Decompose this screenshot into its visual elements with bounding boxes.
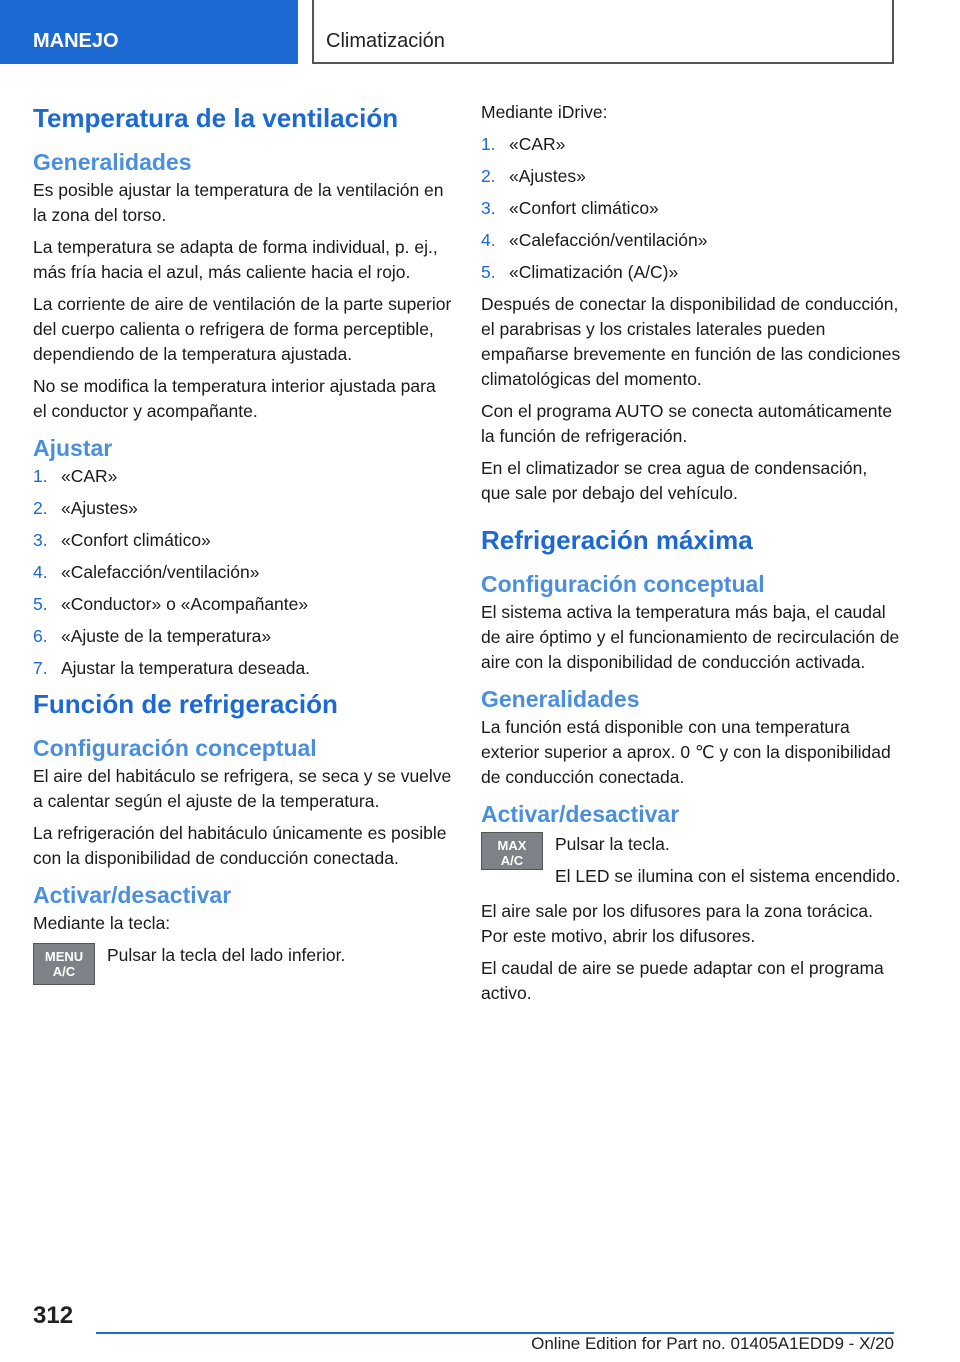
menu-ac-key-row [33,943,453,993]
edition-footer: Online Edition for Part no. 01405A1EDD9 - X/20 [531,1334,894,1353]
subheading-concept: Configuración conceptual [481,571,765,597]
step-text: «Calefacción/ventilación» [509,230,708,250]
key-label: A/C [52,964,76,979]
chapter-tab: MANEJO [0,0,298,64]
list-item [33,592,453,617]
paragraph: El aire del habitáculo se refrigera, se seca y se vuelve a calentar según el ajuste de la temperatura. [33,766,452,811]
list-item [481,228,901,253]
step-text: «Confort climático» [509,198,659,218]
heading-max-cooling: Refrigeración máxima [481,525,753,555]
step-text: «Calefacción/ventilación» [61,562,260,582]
section-title: Climatización [312,0,894,64]
step-number: 6. [33,626,48,646]
list-item [33,496,453,521]
step-number: 5. [481,262,496,282]
paragraph: Con el programa AUTO se conecta automáticamente la función de refrigeración. [481,401,893,446]
paragraph: En el climatizador se crea agua de condensación, que sale por debajo del vehículo. [481,458,868,503]
paragraph: Pulsar la tecla del lado inferior. [107,945,346,965]
step-number: 5. [33,594,48,614]
paragraph: Es posible ajustar la temperatura de la ventilación en la zona del torso. [33,180,444,225]
paragraph: La refrigeración del habitáculo únicamente es posible con la disponibilidad de conducción conectada. [33,823,447,868]
heading-ventilation-temperature: Temperatura de la ventilación [33,103,399,133]
subheading-adjust: Ajustar [33,435,113,461]
paragraph: Pulsar la tecla. [555,834,670,854]
menu-ac-key-icon [33,943,95,985]
paragraph: La corriente de aire de ventilación de la parte superior del cuerpo calienta o refrigera de forma perceptible, dependiendo de la temperatura ajustada. [33,294,452,364]
step-text: «CAR» [61,466,118,486]
list-item [33,464,453,489]
list-item [33,560,453,585]
list-item [33,528,453,553]
paragraph: Mediante iDrive: [481,102,608,122]
step-number: 2. [33,498,48,518]
list-item [481,132,901,157]
step-text: «Climatización (A/C)» [509,262,679,282]
paragraph: No se modifica la temperatura interior ajustada para el conductor y acompañante. [33,376,436,421]
max-ac-key-row [481,832,901,889]
paragraph: El sistema activa la temperatura más baja, el caudal de aire óptimo y el funcionamiento de recirculación de aire con la disponibilidad de conducción activada. [481,602,900,672]
paragraph: La función está disponible con una temperatura exterior superior a aprox. 0 ℃ y con la disponibilidad de conducción conectada. [481,717,891,787]
step-number: 4. [481,230,496,250]
step-text: «Confort climático» [61,530,211,550]
step-text: «Ajustes» [61,498,138,518]
step-text: «Conductor» o «Acompañante» [61,594,309,614]
right-column [481,100,901,1013]
list-item [33,656,453,681]
subheading-activate: Activar/desactivar [481,801,680,827]
subheading-general: Generalidades [481,686,640,712]
step-number: 4. [33,562,48,582]
step-number: 7. [33,658,48,678]
paragraph: El caudal de aire se puede adaptar con el programa activo. [481,958,884,1003]
paragraph: La temperatura se adapta de forma individual, p. ej., más fría hacia el azul, más caliente hacia el rojo. [33,237,438,282]
list-item [33,624,453,649]
paragraph: El LED se ilumina con el sistema encendido. [555,866,901,886]
step-text: «CAR» [509,134,566,154]
key-label: MENU [44,949,84,964]
key-label: MAX [497,838,527,853]
list-item [481,196,901,221]
step-text: «Ajuste de la temperatura» [61,626,272,646]
subheading-concept: Configuración conceptual [33,735,317,761]
step-number: 1. [33,466,48,486]
heading-cooling-function: Función de refrigeración [33,689,338,719]
step-number: 3. [481,198,496,218]
max-ac-key-icon [481,832,543,870]
step-number: 1. [481,134,496,154]
subheading-general: Generalidades [33,149,192,175]
key-label: A/C [500,853,524,868]
left-column [33,100,453,1003]
paragraph: Mediante la tecla: [33,913,171,933]
step-number: 2. [481,166,496,186]
adjust-steps [33,464,453,681]
paragraph: Después de conectar la disponibilidad de conducción, el parabrisas y los cristales laterales pueden empañarse brevemente en función de las condiciones climatológicas del momento. [481,294,901,389]
step-text: «Ajustes» [509,166,586,186]
step-number: 3. [33,530,48,550]
step-text: Ajustar la temperatura deseada. [61,658,311,678]
subheading-activate: Activar/desactivar [33,882,232,908]
paragraph: El aire sale por los difusores para la zona torácica. Por este motivo, abrir los difusores. [481,901,874,946]
idrive-steps [481,132,901,285]
page-number: 312 [33,1302,74,1329]
list-item [481,260,901,285]
list-item [481,164,901,189]
